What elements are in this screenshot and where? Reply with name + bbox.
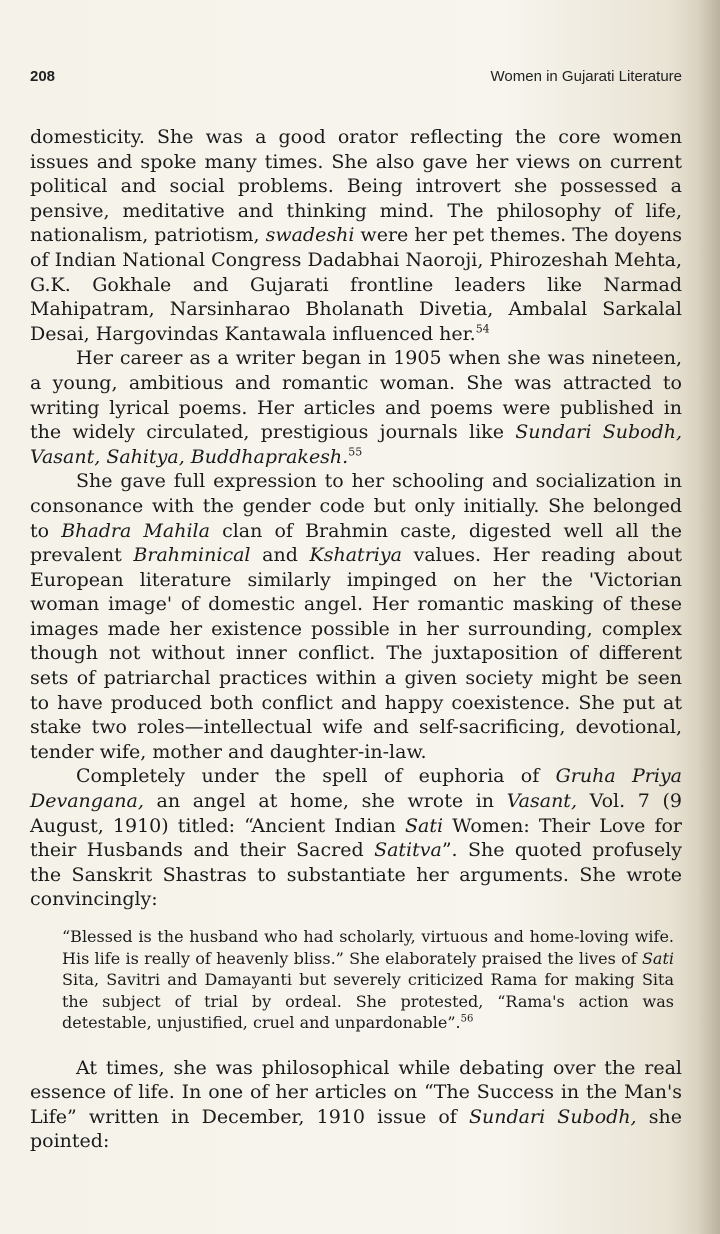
footnote-ref-54: 54 — [475, 322, 490, 336]
paragraph-1: domesticity. She was a good orator reflecting the core women issues and spoke many times. She also gave her views on current political and social problems. Being introvert she possessed a pensive, meditative and thinking mind. The philosophy of life, nationalism, patriotism, swadeshi were her pet themes. The doyens of Indian National Congress Dadabhai Naoroji, Phirozeshah Mehta, G.K. Gokhale and Gujarati frontline leaders like Narmad Mahipatram, Narsinharao Bholanath Divetia, Ambalal Sarkalal Desai, Hargovindas Kantawala influenced her.$^{54}$ — [30, 126, 682, 345]
body-text — [30, 125, 682, 1154]
paragraph-4: Completely under the spell of euphoria of Gruha Priya Devangana, an angel at home, she wrote in Vasant, Vol. 7 (9 August, 1910) titled: “Ancient Indian Sati Women: Their Love for their Husbands and their Sacred Satitva”. She quoted profusely the Sanskrit Shastras to substantiate her arguments. She wrote convincingly: — [30, 765, 682, 911]
page-number: 208 — [30, 68, 56, 85]
paragraph-3: She gave full expression to her schooling and socialization in consonance with the gender code but only initially. She belonged to Bhadra Mahila clan of Brahmin caste, digested well all the prevalent Brahminical and Kshatriya values. Her reading about European literature similarly impinged on her the 'Victorian woman image' of domestic angel. Her romantic masking of these images made her existence possible in her surrounding, complex though not without inner conflict. The juxtaposition of different sets of patriarchal practices within a given society might be seen to have produced both conflict and happy coexistence. She put at stake two roles—intellectual wife and self-sacrificing, devotional, tender wife, mother and daughter-in-law. — [30, 470, 682, 763]
page-edge-shadow — [698, 0, 720, 1234]
footnote-ref-56: 56 — [460, 1013, 474, 1025]
paragraph-2: Her career as a writer began in 1905 when she was nineteen, a young, ambitious and romantic woman. She was attracted to writing lyrical poems. Her articles and poems were published in the widely circulated, prestigious journals like Sundari Subodh, Vasant, Sahitya, Buddhaprakesh.$^{55}$ — [30, 347, 682, 468]
running-title: Women in Gujarati Literature — [490, 68, 682, 85]
running-header — [30, 68, 682, 85]
footnote-ref-55: 55 — [348, 445, 363, 459]
paragraph-5: At times, she was philosophical while debating over the real essence of life. In one of her articles on “The Success in the Man's Life” written in December, 1910 issue of Sundari Subodh, she pointed: — [30, 1056, 682, 1153]
block-quote: “Blessed is the husband who had scholarly, virtuous and home-loving wife. His life is really of heavenly bliss.” She elaborately praised the lives of Sati Sita, Savitri and Damayanti but severely criticized Rama for making Sita the subject of trial by ordeal. She protested, “Rama's action was detestable, unjustified, cruel and unpardonable”.$^{56}$ — [62, 927, 674, 1032]
